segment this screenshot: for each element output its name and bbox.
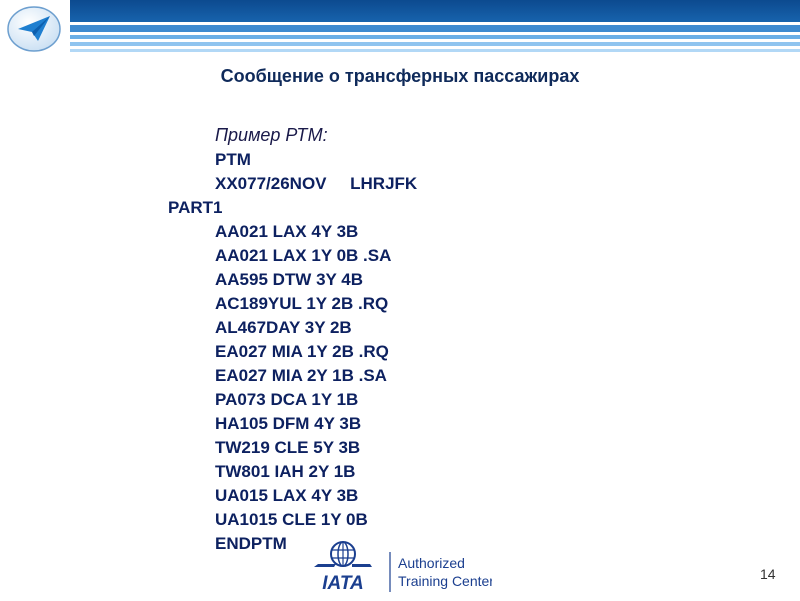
ptm-line: ENDPTM: [215, 534, 287, 553]
ptm-line: EA027 MIA 2Y 1B .SA: [215, 366, 387, 385]
header-band: [0, 0, 800, 58]
training-center-text: Training Center: [398, 573, 492, 589]
ptm-line: PART1: [168, 198, 223, 217]
ptm-line: EA027 MIA 1Y 2B .RQ: [215, 342, 389, 361]
ptm-line: PA073 DCA 1Y 1B: [215, 390, 359, 409]
ptm-line: PTM: [215, 150, 251, 169]
globe-icon: [331, 542, 355, 566]
header-stripe: [70, 0, 800, 22]
ptm-line: TW219 CLE 5Y 3B: [215, 438, 361, 457]
slide-title: Сообщение о трансферных пассажирах: [220, 66, 580, 86]
ptm-line: HA105 DFM 4Y 3B: [215, 414, 362, 433]
page-number: 14: [760, 566, 776, 582]
ptm-line: AA021 LAX 4Y 3B: [215, 222, 359, 241]
ptm-line: TW801 IAH 2Y 1B: [215, 462, 356, 481]
ptm-line: XX077/26NOV LHRJFK: [215, 174, 418, 193]
header-stripe: [70, 25, 800, 32]
authorized-text: Authorized: [398, 555, 465, 571]
ptm-line: UA015 LAX 4Y 3B: [215, 486, 359, 505]
ptm-line: AA595 DTW 3Y 4B: [215, 270, 364, 289]
ptm-line: AC189YUL 1Y 2B .RQ: [215, 294, 389, 313]
example-label: Пример РТМ:: [215, 125, 328, 145]
ptm-line: AL467DAY 3Y 2B: [215, 318, 352, 337]
ptm-line: AA021 LAX 1Y 0B .SA: [215, 246, 392, 265]
iata-logo: [312, 540, 492, 596]
paper-plane-icon: [0, 0, 68, 58]
ptm-line: UA1015 CLE 1Y 0B: [215, 510, 368, 529]
header-stripe: [70, 49, 800, 52]
iata-brand: IATA: [322, 573, 364, 594]
